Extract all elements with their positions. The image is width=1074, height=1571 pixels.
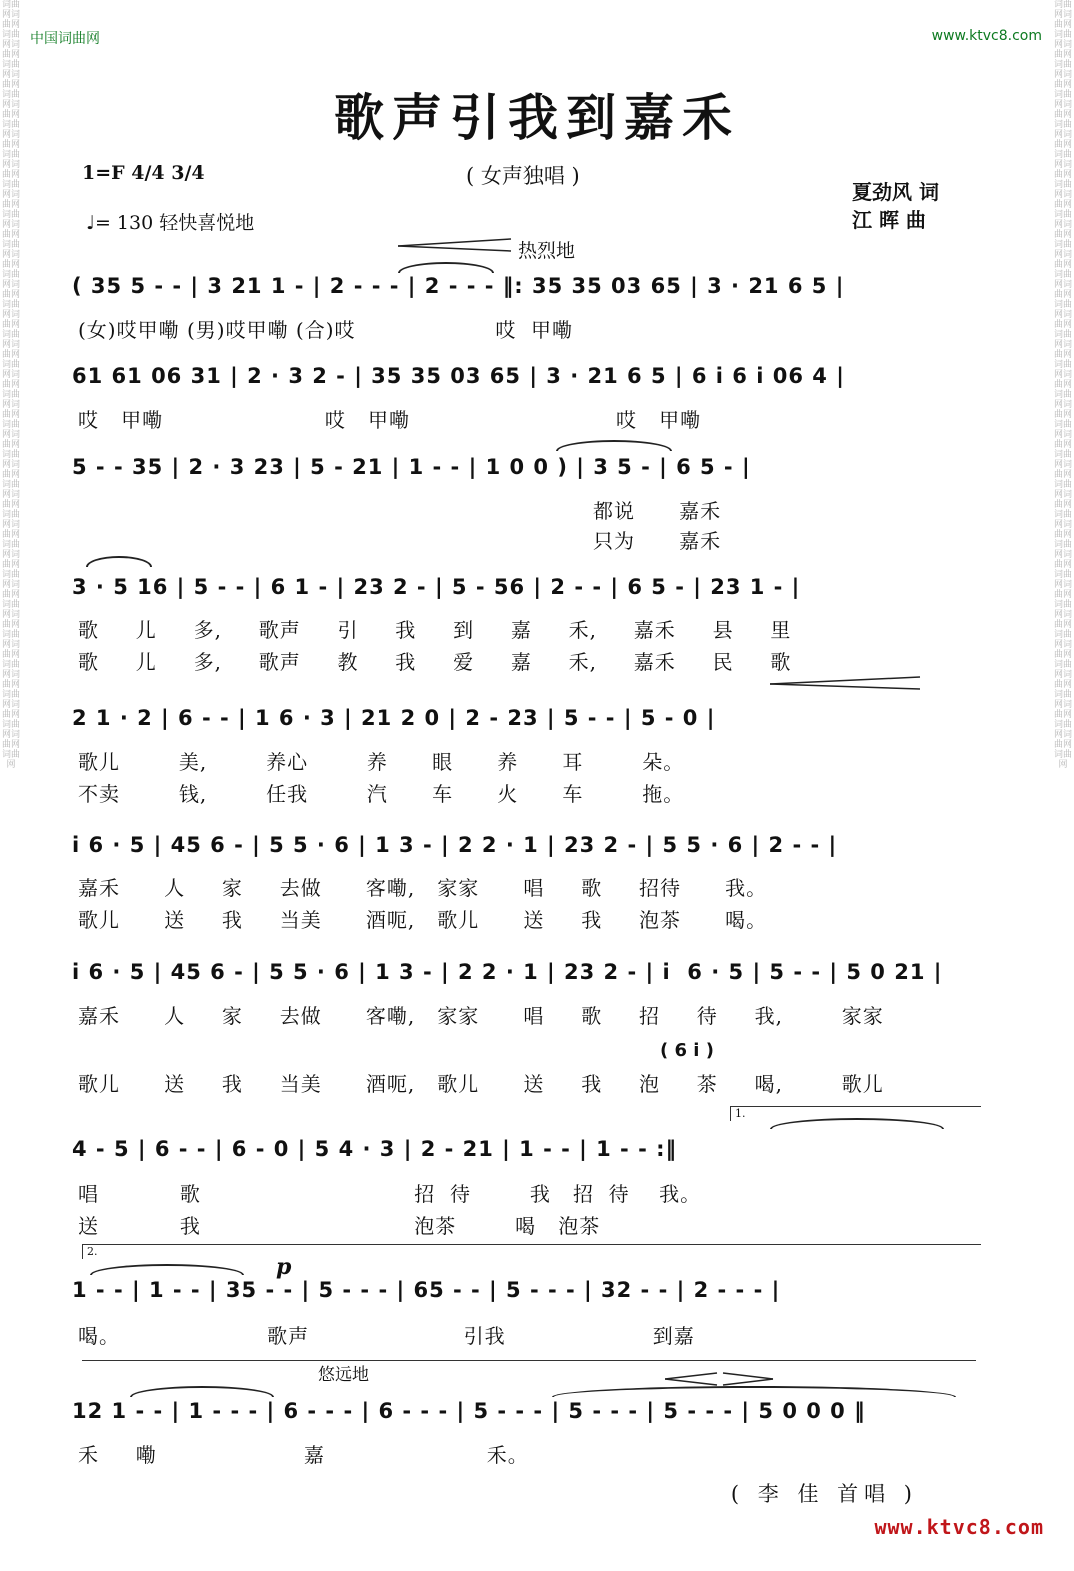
lyric-line-3-verse-2: 只为 嘉禾 bbox=[78, 529, 722, 553]
side-watermark-left: 词曲网词曲网词曲网词曲网词曲网词曲网词曲网词曲网词曲网词曲网词曲网词曲网词曲网词曲网词曲网词曲网词曲网词曲网词曲网词曲网词曲网词曲网词曲网词曲网词曲网词曲网词曲网词曲网词曲网词曲网词曲网词曲网词曲网词曲网词曲网词曲网词曲网词曲网词曲网词曲网词曲网词曲网词曲网词曲网词曲网词曲网词曲网词曲网词曲网词曲网词曲网 bbox=[2, 0, 20, 770]
song-title: 歌声引我到嘉禾 bbox=[334, 89, 740, 147]
music-line-1: ( 35 5 - - | 3 21 1 - | 2 - - - | 2 - - - ‖: 35 35 03 65 | 3 · 21 6 5 | bbox=[72, 274, 845, 298]
performance-subtitle: ( 女声独唱 ) bbox=[466, 164, 580, 188]
music-line-2: 61 61 06 31 | 2 · 3 2 - | 35 35 03 65 | 3 · 21 6 5 | 6 i 6 i 06 4 | bbox=[72, 364, 845, 388]
site-url[interactable]: www.ktvc8.com bbox=[931, 28, 1042, 44]
lyric-line-10: 禾 嘞 嘉 禾。 bbox=[78, 1443, 529, 1467]
slur bbox=[552, 1386, 956, 1397]
lyric-line-6-verse-2: 歌儿 送 我 当美 酒呃, 歌儿 送 我 泡茶 喝。 bbox=[78, 908, 768, 932]
music-line-9: 1 - - | 1 - - | 35 - - | 5 - - - | 65 - - | 5 - - - | 32 - - | 2 - - - | bbox=[72, 1278, 781, 1302]
crescendo-mark bbox=[398, 238, 513, 252]
dynamic-piano: p bbox=[276, 1254, 292, 1280]
lyricist-credit: 夏劲风 词 bbox=[852, 180, 939, 204]
second-ending-bracket: 2. bbox=[82, 1244, 981, 1259]
performer-credit: ( 李 佳 首唱 ) bbox=[730, 1482, 918, 1506]
slur bbox=[556, 440, 672, 451]
lyric-line-2: 哎 甲嘞 哎 甲嘞 哎 甲嘞 bbox=[78, 408, 702, 432]
lyric-line-9: 喝。 歌声 引我 到嘉 bbox=[78, 1324, 695, 1348]
composer-credit: 江 晖 曲 bbox=[852, 208, 926, 232]
music-line-4: 3 · 5 16 | 5 - - | 6 1 - | 23 2 - | 5 - 56 | 2 - - | 6 5 - | 23 1 - | bbox=[72, 575, 801, 599]
slur bbox=[130, 1386, 274, 1397]
lyric-line-7-verse-1: 嘉禾 人 家 去做 客嘞, 家家 唱 歌 招 待 我, 家家 bbox=[78, 1004, 884, 1028]
music-line-8: 4 - 5 | 6 - - | 6 - 0 | 5 4 · 3 | 2 - 21 | 1 - - | 1 - - :‖ bbox=[72, 1137, 677, 1161]
section-rule bbox=[82, 1360, 976, 1361]
lyric-line-3-verse-1: 都说 嘉禾 bbox=[78, 499, 722, 523]
lyric-line-4-verse-1: 歌 儿 多, 歌声 引 我 到 嘉 禾, 嘉禾 县 里 bbox=[78, 618, 792, 642]
music-line-10: 12 1 - - | 1 - - - | 6 - - - | 6 - - - | 5 - - - | 5 - - - | 5 - - - | 5 0 0 0 ‖ bbox=[72, 1399, 866, 1423]
lyric-line-8-verse-1: 唱 歌 招 待 我 招 待 我。 bbox=[78, 1182, 702, 1206]
expression-mark-warm: 热烈地 bbox=[518, 240, 576, 262]
crescendo-mark bbox=[770, 676, 922, 690]
slur bbox=[398, 262, 494, 273]
crescendo-mark bbox=[665, 1372, 775, 1386]
site-logo[interactable]: www.ktvc8.com bbox=[874, 1515, 1044, 1539]
music-line-6: i 6 · 5 | 45 6 - | 5 5 · 6 | 1 3 - | 2 2 · 1 | 23 2 - | 5 5 · 6 | 2 - - | bbox=[72, 833, 838, 857]
lyric-line-1: (女)哎甲嘞 (男)哎甲嘞 (合)哎 哎 甲嘞 bbox=[78, 318, 574, 342]
lyric-line-7-verse-2: 歌儿 送 我 当美 酒呃, 歌儿 送 我 泡 茶 喝, 歌儿 bbox=[78, 1072, 884, 1096]
lyric-line-6-verse-1: 嘉禾 人 家 去做 客嘞, 家家 唱 歌 招待 我。 bbox=[78, 876, 768, 900]
lyric-line-5-verse-1: 歌儿 美, 养心 养 眼 养 耳 朵。 bbox=[78, 750, 685, 774]
key-time-signature: 1=F 4/4 3/4 bbox=[82, 162, 205, 184]
slur bbox=[90, 1264, 244, 1275]
side-watermark-right: 词曲网词曲网词曲网词曲网词曲网词曲网词曲网词曲网词曲网词曲网词曲网词曲网词曲网词曲网词曲网词曲网词曲网词曲网词曲网词曲网词曲网词曲网词曲网词曲网词曲网词曲网词曲网词曲网词曲网词曲网词曲网词曲网词曲网词曲网词曲网词曲网词曲网词曲网词曲网词曲网词曲网词曲网词曲网词曲网词曲网词曲网词曲网词曲网词曲网词曲网词曲网 bbox=[1054, 0, 1072, 770]
first-ending-bracket: 1. bbox=[730, 1106, 981, 1121]
music-line-7: i 6 · 5 | 45 6 - | 5 5 · 6 | 1 3 - | 2 2 · 1 | 23 2 - | i 6 · 5 | 5 - - | 5 0 21 | bbox=[72, 960, 943, 984]
lyric-line-8-verse-2: 送 我 泡茶 喝 泡茶 bbox=[78, 1214, 601, 1238]
slur bbox=[86, 556, 152, 567]
alternate-notes: ( 6 i ) bbox=[660, 1040, 714, 1061]
tempo-marking: ♩= 130 轻快喜悦地 bbox=[86, 212, 255, 234]
lyric-line-5-verse-2: 不卖 钱, 任我 汽 车 火 车 拖。 bbox=[78, 782, 685, 806]
lyric-line-4-verse-2: 歌 儿 多, 歌声 教 我 爱 嘉 禾, 嘉禾 民 歌 bbox=[78, 650, 792, 674]
music-line-5: 2 1 · 2 | 6 - - | 1 6 · 3 | 21 2 0 | 2 - 23 | 5 - - | 5 - 0 | bbox=[72, 706, 716, 730]
expression-mark-distant: 悠远地 bbox=[318, 1365, 369, 1385]
music-line-3: 5 - - 35 | 2 · 3 23 | 5 - 21 | 1 - - | 1 0 0 ) | 3 5 - | 6 5 - | bbox=[72, 455, 751, 479]
site-name[interactable]: 中国词曲网 bbox=[30, 31, 100, 47]
